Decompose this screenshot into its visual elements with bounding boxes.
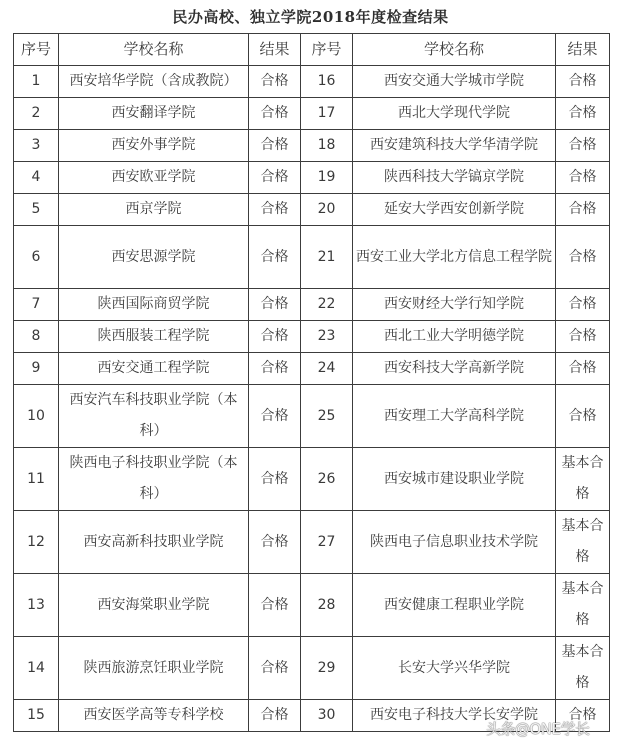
seq-cell: 9	[14, 353, 59, 385]
seq-cell: 2	[14, 98, 59, 130]
result-cell: 合格	[249, 66, 301, 98]
school-name-cell: 延安大学西安创新学院	[353, 194, 556, 226]
header-row	[14, 34, 610, 66]
table-row	[14, 226, 610, 289]
seq-cell: 7	[14, 289, 59, 321]
school-name-cell: 陕西电子科技职业学院（本科）	[59, 448, 249, 511]
result-cell: 合格	[249, 130, 301, 162]
school-name-cell: 陕西旅游烹饪职业学院	[59, 637, 249, 700]
school-name-cell: 陕西电子信息职业技术学院	[353, 511, 556, 574]
school-name-cell: 陕西服装工程学院	[59, 321, 249, 353]
header-result-left: 结果	[249, 34, 301, 66]
result-cell: 合格	[556, 130, 610, 162]
seq-cell: 18	[301, 130, 353, 162]
result-cell: 合格	[556, 98, 610, 130]
table-row	[14, 353, 610, 385]
seq-cell: 27	[301, 511, 353, 574]
table-row	[14, 98, 610, 130]
seq-cell: 3	[14, 130, 59, 162]
school-name-cell: 陕西国际商贸学院	[59, 289, 249, 321]
seq-cell: 6	[14, 226, 59, 289]
seq-cell: 16	[301, 66, 353, 98]
header-name-right: 学校名称	[353, 34, 556, 66]
result-cell: 基本合格	[556, 637, 610, 700]
school-name-cell: 西安工业大学北方信息工程学院	[353, 226, 556, 289]
watermark: 头条@ONE学长	[486, 720, 590, 738]
result-cell: 基本合格	[556, 448, 610, 511]
school-name-cell: 西安汽车科技职业学院（本科）	[59, 385, 249, 448]
seq-cell: 19	[301, 162, 353, 194]
seq-cell: 15	[14, 700, 59, 732]
result-cell: 基本合格	[556, 574, 610, 637]
school-name-cell: 西安交通大学城市学院	[353, 66, 556, 98]
seq-cell: 21	[301, 226, 353, 289]
school-name-cell: 西安财经大学行知学院	[353, 289, 556, 321]
result-cell: 合格	[249, 226, 301, 289]
school-name-cell: 陕西科技大学镐京学院	[353, 162, 556, 194]
header-result-right: 结果	[556, 34, 610, 66]
result-cell: 合格	[556, 321, 610, 353]
seq-cell: 12	[14, 511, 59, 574]
header-name-left: 学校名称	[59, 34, 249, 66]
result-cell: 合格	[249, 448, 301, 511]
result-cell: 合格	[249, 574, 301, 637]
header-seq-left: 序号	[14, 34, 59, 66]
result-cell: 合格	[249, 321, 301, 353]
result-cell: 合格	[249, 162, 301, 194]
seq-cell: 8	[14, 321, 59, 353]
seq-cell: 11	[14, 448, 59, 511]
school-name-cell: 西安欧亚学院	[59, 162, 249, 194]
result-cell: 合格	[249, 511, 301, 574]
school-name-cell: 西安建筑科技大学华清学院	[353, 130, 556, 162]
result-cell: 合格	[249, 353, 301, 385]
result-cell: 合格	[249, 700, 301, 732]
seq-cell: 23	[301, 321, 353, 353]
result-cell: 合格	[249, 637, 301, 700]
seq-cell: 29	[301, 637, 353, 700]
result-cell: 合格	[556, 226, 610, 289]
result-cell: 合格	[249, 194, 301, 226]
table-row	[14, 700, 610, 732]
seq-cell: 24	[301, 353, 353, 385]
seq-cell: 13	[14, 574, 59, 637]
school-name-cell: 西安翻译学院	[59, 98, 249, 130]
school-name-cell: 西京学院	[59, 194, 249, 226]
result-cell: 基本合格	[556, 511, 610, 574]
result-cell: 合格	[556, 353, 610, 385]
table-row	[14, 448, 610, 511]
seq-cell: 22	[301, 289, 353, 321]
seq-cell: 26	[301, 448, 353, 511]
result-cell: 合格	[556, 385, 610, 448]
result-cell: 合格	[249, 385, 301, 448]
table-row	[14, 130, 610, 162]
school-name-cell: 西安培华学院（含成教院）	[59, 66, 249, 98]
table-row	[14, 385, 610, 448]
school-name-cell: 长安大学兴华学院	[353, 637, 556, 700]
school-name-cell: 西安理工大学高科学院	[353, 385, 556, 448]
result-cell: 合格	[556, 66, 610, 98]
school-name-cell: 西安健康工程职业学院	[353, 574, 556, 637]
school-name-cell: 西安城市建设职业学院	[353, 448, 556, 511]
seq-cell: 25	[301, 385, 353, 448]
seq-cell: 1	[14, 66, 59, 98]
seq-cell: 28	[301, 574, 353, 637]
seq-cell: 30	[301, 700, 353, 732]
seq-cell: 14	[14, 637, 59, 700]
table-row	[14, 511, 610, 574]
school-name-cell: 西安思源学院	[59, 226, 249, 289]
school-name-cell: 西安外事学院	[59, 130, 249, 162]
table-row	[14, 66, 610, 98]
results-table	[13, 33, 610, 732]
result-cell: 合格	[556, 194, 610, 226]
table-row	[14, 321, 610, 353]
seq-cell: 5	[14, 194, 59, 226]
page-title: 民办高校、独立学院2018年度检查结果	[172, 8, 449, 26]
seq-cell: 20	[301, 194, 353, 226]
school-name-cell: 西北工业大学明德学院	[353, 321, 556, 353]
table-row	[14, 289, 610, 321]
school-name-cell: 西安交通工程学院	[59, 353, 249, 385]
result-cell: 合格	[556, 289, 610, 321]
school-name-cell: 西安电子科技大学长安学院	[353, 700, 556, 732]
result-cell: 合格	[249, 289, 301, 321]
header-seq-right: 序号	[301, 34, 353, 66]
result-cell: 合格	[556, 700, 610, 732]
school-name-cell: 西安海棠职业学院	[59, 574, 249, 637]
table-row	[14, 162, 610, 194]
table-row	[14, 574, 610, 637]
result-cell: 合格	[556, 162, 610, 194]
table-row	[14, 194, 610, 226]
school-name-cell: 西安高新科技职业学院	[59, 511, 249, 574]
seq-cell: 10	[14, 385, 59, 448]
school-name-cell: 西安医学高等专科学校	[59, 700, 249, 732]
table-row	[14, 637, 610, 700]
school-name-cell: 西北大学现代学院	[353, 98, 556, 130]
school-name-cell: 西安科技大学高新学院	[353, 353, 556, 385]
seq-cell: 17	[301, 98, 353, 130]
result-cell: 合格	[249, 98, 301, 130]
seq-cell: 4	[14, 162, 59, 194]
